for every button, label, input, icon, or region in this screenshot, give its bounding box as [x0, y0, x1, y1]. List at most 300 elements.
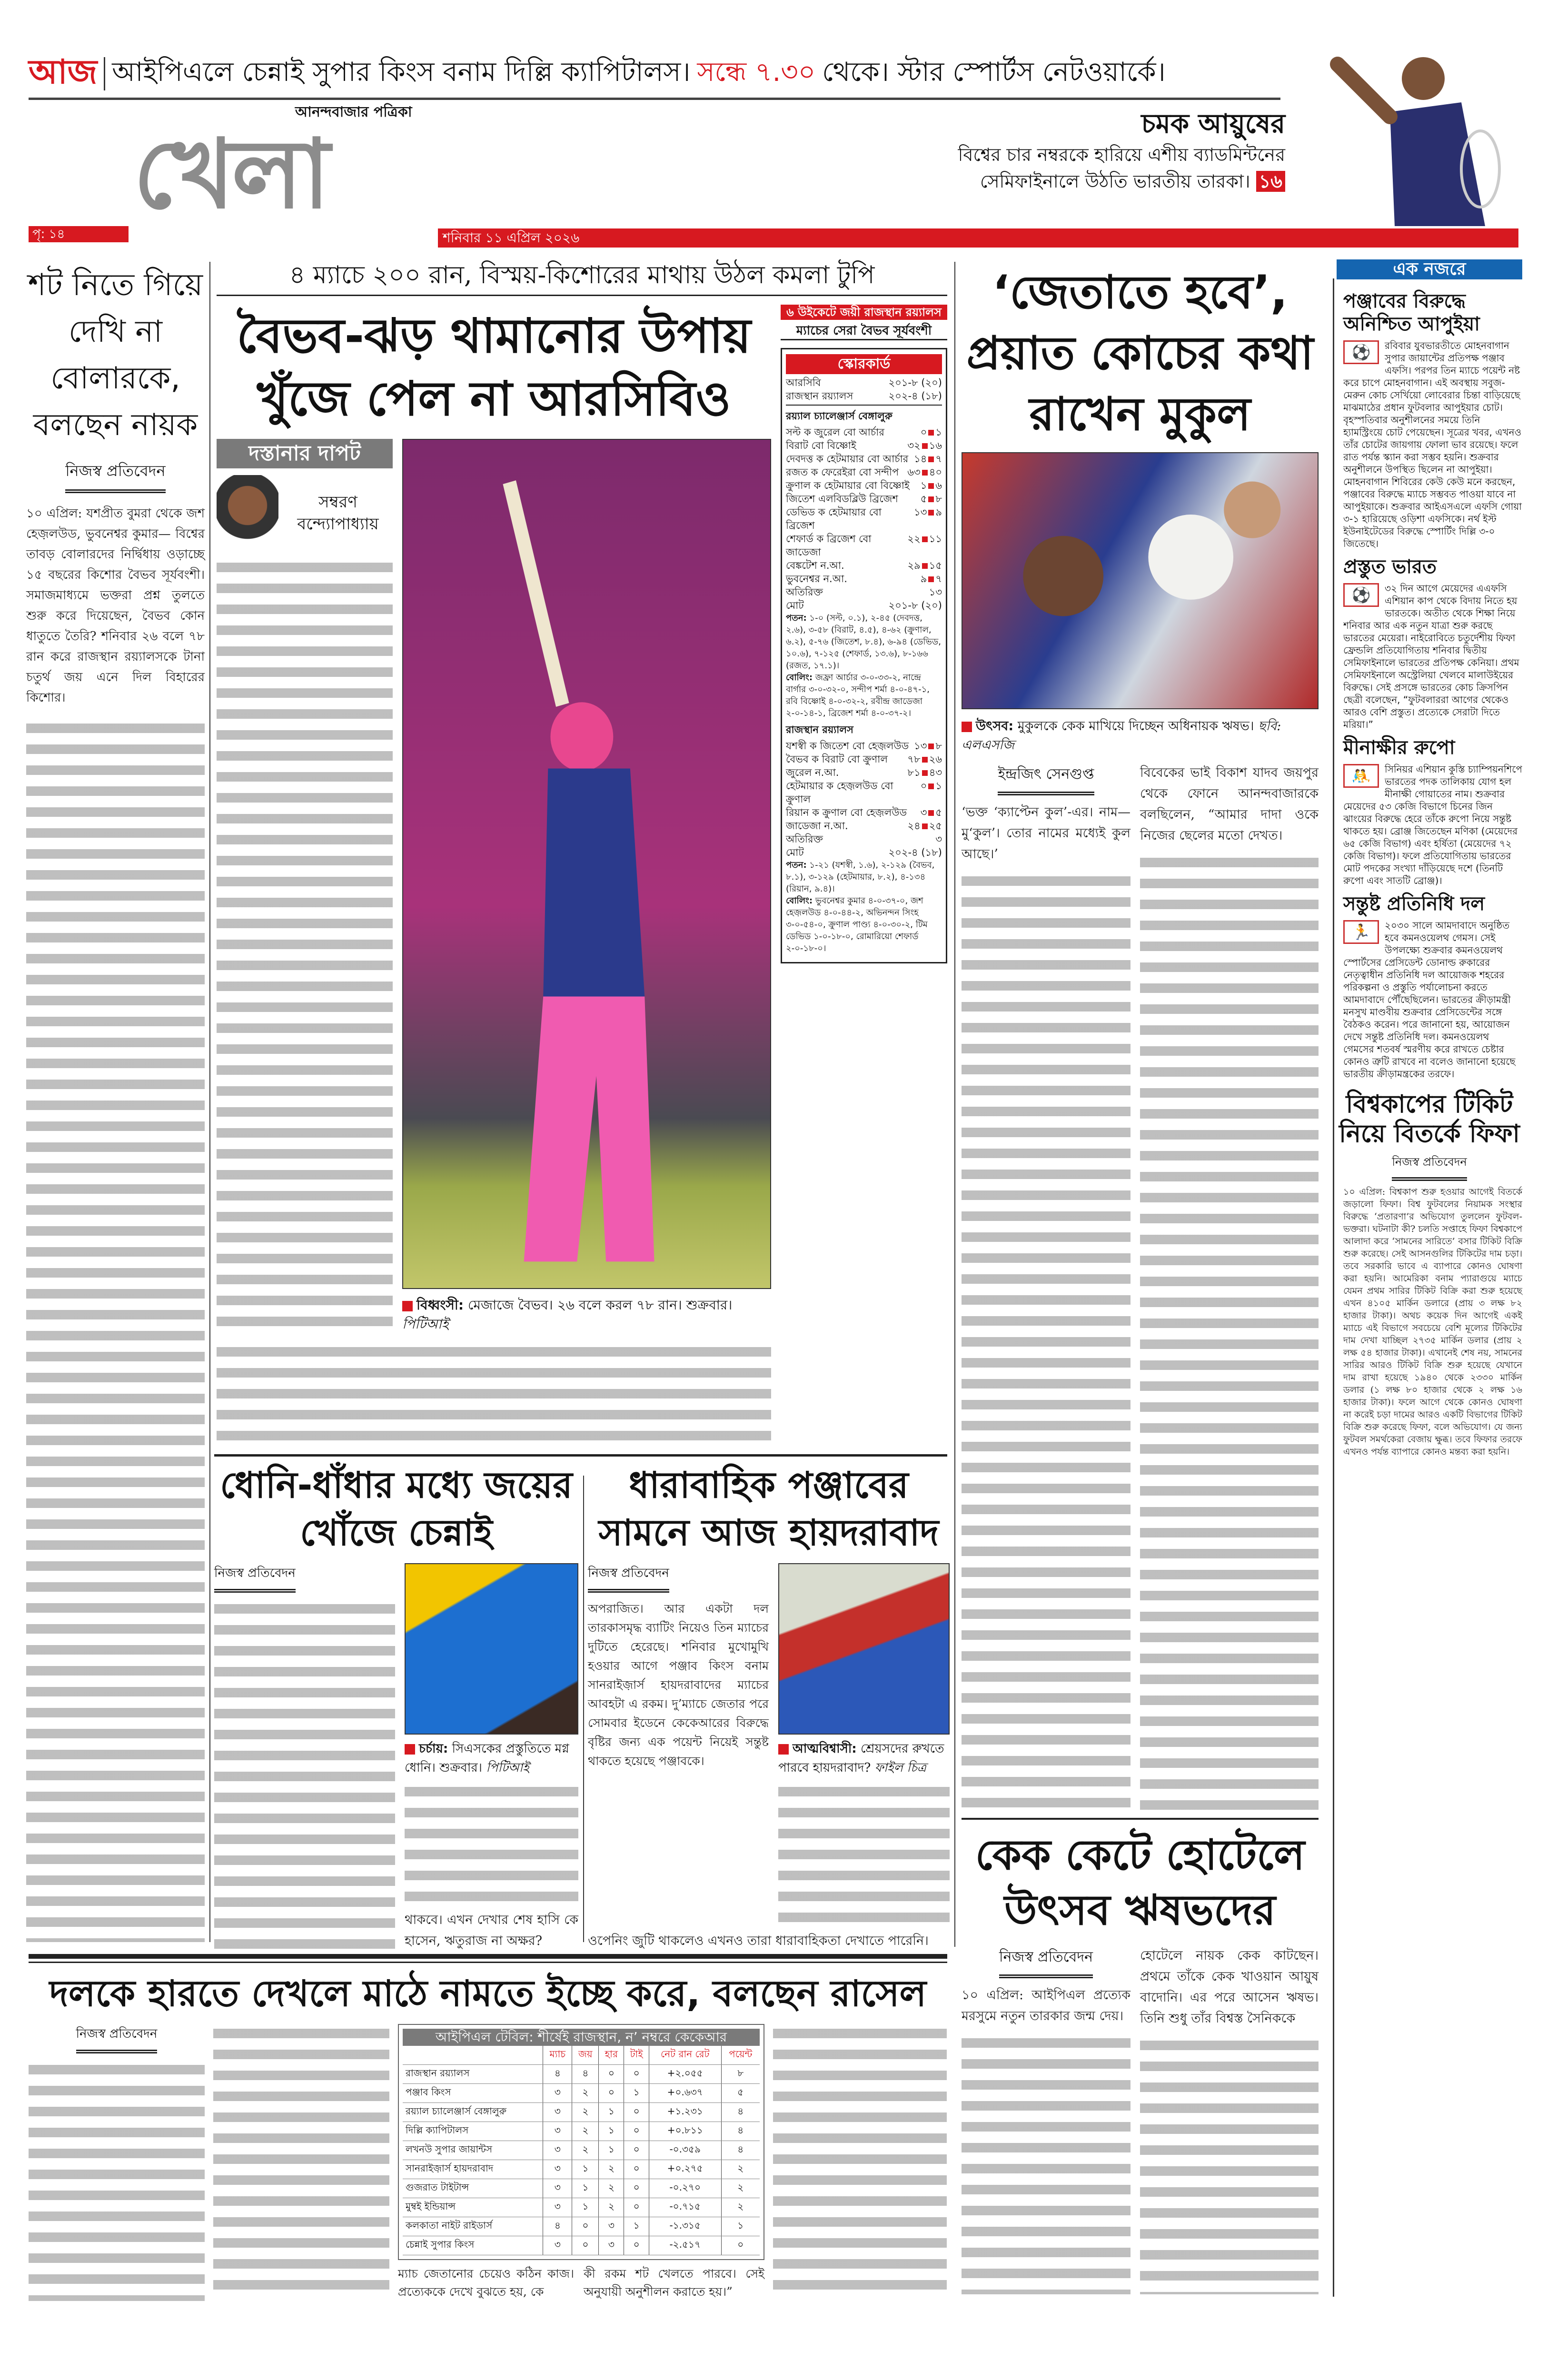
caption-credit: পিটিআই: [486, 1761, 529, 1775]
table-cell: ০: [721, 2236, 760, 2255]
balls: ১৬: [929, 440, 942, 451]
mukul-headline: ‘জেতাতে হবে’, প্রয়াত কোচের কথা রাখেন মুকুল: [966, 266, 1314, 441]
main-story-body: [217, 305, 947, 1447]
section-rule: [29, 1954, 947, 1959]
russell-snippet-1: ম্যাচ জেতানোর চেয়েও কঠিন কাজ। প্রত্যেককে দেখে বুঝতে হয়, কে: [398, 2267, 574, 2299]
divider: [1333, 278, 1334, 2297]
runs: ৩২: [907, 440, 921, 451]
table-cell: ৩: [599, 2236, 624, 2255]
batter-score: [921, 779, 942, 806]
table-cell: ২: [572, 2084, 599, 2103]
batting-row: [786, 806, 942, 819]
team-name: চেন্নাই সুপার কিংস: [403, 2236, 543, 2255]
table-header: নেট রান রেট: [649, 2046, 721, 2065]
batter-score: [921, 572, 942, 585]
table-cell: ১: [624, 2084, 649, 2103]
left-story: [26, 262, 205, 1942]
balls: ৬: [935, 480, 942, 491]
russell-snippets: [398, 2265, 764, 2301]
dhoni-photo: [405, 1563, 578, 1735]
batter-score: [921, 426, 942, 439]
separator-mark: [922, 757, 928, 763]
batting-row: [786, 492, 942, 506]
wrestling-icon: 🤼: [1343, 764, 1379, 788]
batter-dismissal: বৈভব ক বিরাট বো ক্রুণাল: [786, 754, 888, 765]
russell-body-text: [29, 2060, 205, 2301]
team-name: রাজস্থান রয়্যালস: [403, 2065, 543, 2084]
punjab-snippet: অপরাজিত। আর একটা দল তারকাসমৃদ্ধ ব্যাটিং নিয়েও তিন ম্যাচের দুটিতে হেরেছে। শনিবার মুখোমুখি হওয়ার আগে পঞ্জাব কিংস বনাম সানরাইজ়ার্স হায়দরাবাদের ম্যাচের আবহটা এ রকম। দু’ম্যাচে জেতার পরে সোমবার ইডেনে কেকেআরের বিরুদ্ধে বৃষ্টির জন্য এক পয়েন্ট নিয়েই সন্তুষ্ট থাকতে হয়েছে পঞ্জাবকে।: [588, 1602, 769, 1768]
main-photo-column: [402, 439, 771, 1334]
batter-score: [907, 439, 942, 452]
innings-team: রয়্যাল চ্যালেঞ্জার্স বেঙ্গালুরু: [786, 410, 892, 422]
table-cell: ১: [599, 2141, 624, 2160]
runs: ২৯: [907, 560, 921, 571]
balls: ৫: [935, 807, 942, 818]
right-column: [1337, 259, 1522, 1458]
mukul-snippet-2: বিবেকের ভাই বিকাশ যাদব জয়পুর থেকে ফোনে আনন্দবাজারকে বলছিলেন, “আমার দাদা ওকে নিজের ছেলের মতো দেখত।: [1140, 765, 1319, 843]
batting-row: [786, 779, 942, 806]
main-headline: বৈভব-ঝড় থামানোর উপায় খুঁজে পেল না আরসিবিও: [237, 308, 751, 426]
fow-label: পতন:: [786, 860, 807, 870]
russell-body-text-3: [773, 2024, 947, 2301]
table-cell: -১.৩১৫: [649, 2217, 721, 2236]
table-cell: ২: [721, 2179, 760, 2198]
total-value: ২০২-৪ (১৮): [888, 847, 942, 858]
total-label: মোট: [786, 600, 804, 611]
russell-col-4: [773, 2024, 947, 2301]
separator-mark: [922, 823, 928, 829]
table-cell: ৩: [543, 2160, 572, 2179]
bowling-label: বোলিং:: [786, 896, 813, 906]
batter-dismissal: জুরেল ন.আ.: [786, 767, 839, 778]
table-cell: ২: [721, 2198, 760, 2217]
extras-value: ৩: [935, 833, 942, 845]
runs: ১: [920, 480, 927, 491]
table-row: [403, 2198, 760, 2217]
caption-credit: পিটিআই: [402, 1316, 449, 1332]
mukul-snippet-1: ‘ভক্ত ‘ক্যাপ্টেন কুল’-এর। নাম— মু‘কুল’। তোর নামের মধ্যেই কুল আছে।’: [962, 805, 1130, 862]
fow-text: ১-০ (সল্ট, ০.১), ২-৪৫ (দেবদত্ত, ২.৬), ৩-৫৮ (বিরাট, ৪.৫), ৪-৬২ (ক্রুণাল, ৬.২), ৫-৭৬ (জিতেশ, ৮.৪), ৬-৯৪ (ডেভিড, ১০.৬), ৭-১২৫ (শেফার্ড, ১৩.৬), ৮-১৬৬ (রজত, ১৭.১)।: [786, 613, 941, 671]
table-cell: ০: [599, 2065, 624, 2084]
banner-text-2: থেকে। স্টার স্পোর্টস নেটওয়ার্কে।: [822, 57, 1166, 88]
brief-headline: সন্তুষ্ট প্রতিনিধি দল: [1343, 893, 1485, 915]
batting-row: [786, 479, 942, 492]
columnist-name: সম্বরণ বন্দ্যোপাধ্যায়: [297, 493, 379, 534]
publisher-name: আনন্দবাজার পত্রিকা: [295, 104, 412, 120]
batter-score: [921, 492, 942, 506]
brief-headline: মীনাক্ষীর রুপো: [1343, 737, 1455, 759]
batter-score: [921, 806, 942, 819]
total-value: ২০১-৮ (২০): [888, 600, 942, 611]
ek-nojore-header: এক নজরে: [1337, 259, 1522, 279]
total-row: [786, 599, 942, 612]
team-name: আরসিবি: [786, 377, 821, 388]
caption-marker: [402, 1301, 413, 1311]
dhoni-photo-col: [405, 1563, 578, 1952]
caption-credit: ছবি: এলএসজি: [962, 719, 1281, 753]
table-row: [403, 2217, 760, 2236]
runs: ৮১: [907, 767, 921, 778]
runs: ২২: [907, 533, 921, 545]
runs: ০: [920, 426, 927, 438]
banner-time: সন্ধে ৭.৩০: [697, 57, 816, 88]
runs: ৫: [920, 493, 927, 505]
table-cell: ৪: [721, 2122, 760, 2141]
mukul-byline: ইন্দ্রজিৎ সেনগুপ্ত: [998, 763, 1094, 795]
table-cell: ২: [599, 2198, 624, 2217]
section-rule: [214, 1454, 947, 1457]
divider: [583, 1476, 584, 1942]
table-cell: +০.২৭৫: [649, 2160, 721, 2179]
table-cell: ৪: [543, 2065, 572, 2084]
table-row: [403, 2236, 760, 2255]
balls: ৪৩: [929, 767, 942, 778]
teaser-title: চমক আয়ুষের: [1141, 109, 1285, 139]
ipl-points-table: [398, 2024, 764, 2260]
points-table: [403, 2046, 760, 2255]
batter-score: [921, 479, 942, 492]
batting-row: [786, 452, 942, 466]
page-number: পৃ: ১৪: [32, 227, 65, 241]
extras-label: অতিরিক্ত: [786, 586, 823, 598]
russell-snippet-2: কী রকম শট খেলতে পারবে। সেই অনুযায়ী অনুশীলন করাতে হয়।”: [584, 2267, 764, 2299]
caption-label: চর্চায়:: [419, 1742, 448, 1756]
scorecard-innings: [786, 409, 942, 954]
caption-label: বিধ্বংসী:: [416, 1297, 464, 1313]
caption-text: মেজাজে বৈভব। ২৬ বলে করল ৭৮ রান। শুক্রবার।: [468, 1297, 733, 1313]
punjab-byline: নিজস্ব প্রতিবেদন: [588, 1563, 669, 1593]
dhoni-text-col: [214, 1563, 395, 1952]
table-cell: ৫: [721, 2084, 760, 2103]
brief-item: [1343, 763, 1522, 887]
dhoni-caption: [405, 1739, 578, 1777]
punjab-text-col: [588, 1563, 769, 1924]
table-cell: ৪: [543, 2217, 572, 2236]
dhoni-snippet: থাকবে। এখন দেখার শেষ হাসি কে হাসেন, ঋতুরাজ না অক্ষর?: [405, 1913, 578, 1948]
cake-headline: কেক কেটে হোটেলে উৎসব ঋষভদের: [975, 1830, 1305, 1934]
table-cell: +০.৬৩৭: [649, 2084, 721, 2103]
runs: ১৩: [914, 506, 927, 518]
separator-mark: [928, 783, 934, 789]
mukul-text-col-2: [1140, 763, 1319, 1810]
cake-text-col-2: [1140, 1945, 1319, 2295]
russell-columns: [29, 2024, 947, 2301]
table-cell: ১: [599, 2122, 624, 2141]
batting-row: [786, 819, 942, 833]
batter-dismissal: রিয়ান ক ক্রুণাল বো হেজ়লউড: [786, 807, 907, 818]
table-cell: -০.৭১৫: [649, 2198, 721, 2217]
balls: ৮: [935, 493, 942, 505]
batter-dismissal: সল্ট ক জুরেল বো আর্চার: [786, 426, 884, 438]
main-story-body-text: [217, 558, 393, 1334]
table-cell: ৩: [543, 2141, 572, 2160]
table-cell: ০: [624, 2160, 649, 2179]
table-cell: ২: [721, 2160, 760, 2179]
mukul-body-text-2: [1140, 853, 1319, 1810]
main-story-body-text-2: [217, 1342, 771, 1447]
left-story-headline: শট নিতে গিয়ে দেখি না বোলারকে, বলছেন নায়ক: [28, 268, 203, 443]
dhoni-byline: নিজস্ব প্রতিবেদন: [214, 1563, 296, 1593]
player-of-match: ম্যাচের সেরা বৈভব সূর্যবংশী: [781, 323, 947, 340]
table-cell: ০: [624, 2236, 649, 2255]
football-icon: ⚽: [1343, 583, 1379, 607]
left-story-byline: নিজস্ব প্রতিবেদন: [65, 459, 165, 493]
banner-text: আইপিএলে চেন্নাই সুপার কিংস বনাম দিল্লি ক্যাপিটালস।: [112, 57, 691, 88]
caption-label: আত্মবিশ্বাসী:: [793, 1742, 857, 1756]
batter-dismissal: ভুবনেশ্বর ন.আ.: [786, 573, 847, 585]
cake-snippet-1: ১০ এপ্রিল: আইপিএল প্রত্যেক মরসুমে নতুন তারকার জন্ম দেয়।: [962, 1987, 1130, 2023]
dhoni-headline: ধোনি-ধাঁধার মধ্যে জয়ের খোঁজে চেন্নাই: [220, 1464, 573, 1554]
table-cell: ৩: [599, 2217, 624, 2236]
divider: [954, 262, 955, 1947]
mukul-caption: [962, 717, 1319, 755]
balls: ৮: [935, 740, 942, 752]
extras-value: ১৩: [929, 586, 942, 598]
batter-dismissal: যশস্বী ক জিতেশ বো হেজ়লউড: [786, 740, 909, 752]
batter-score: [907, 819, 942, 833]
batting-row: [786, 426, 942, 439]
teaser[interactable]: [809, 107, 1285, 195]
batter-score: [914, 452, 942, 466]
batting-row: [786, 559, 942, 572]
balls: ৪০: [929, 466, 942, 478]
caption-marker: [405, 1744, 415, 1755]
table-cell: ২: [572, 2141, 599, 2160]
table-header: ম্যাচ: [543, 2046, 572, 2065]
running-icon: 🏃: [1343, 920, 1379, 944]
table-cell: ২: [572, 2122, 599, 2141]
teaser-line-1: বিশ্বের চার নম্বরকে হারিয়ে এশীয় ব্যাডমিন্টনের: [958, 144, 1285, 165]
batter-score: [907, 766, 942, 779]
fifa-headline: বিশ্বকাপের টিকিট নিয়ে বিতর্কে ফিফা: [1339, 1090, 1520, 1148]
balls: ১: [935, 426, 942, 438]
table-row: [403, 2179, 760, 2198]
russell-col-2: [213, 2024, 389, 2301]
table-header: হার: [599, 2046, 624, 2065]
punjab-headline: ধারাবাহিক পঞ্জাবের সামনে আজ হায়দরাবাদ: [598, 1464, 939, 1554]
russell-headline: দলকে হারতে দেখলে মাঠে নামতে ইচ্ছে করে, বলছেন রাসেল: [49, 1972, 927, 2014]
table-cell: ৩: [543, 2122, 572, 2141]
table-header-team: [403, 2046, 543, 2065]
scorecard-summary: [786, 374, 942, 406]
brief-text: ৩২ দিন আগে মেয়েদের এএফসি এশিয়ান কাপ থেকে বিদায় নিতে হয় ভারতকে। অতীত থেকে শিক্ষা নিয়ে শনিবার আর এক নতুন যাত্রা শুরু করছে ভারতের মেয়েরা। নাইরোবিতে চতুর্দেশীয় ফিফা ফ্রেন্ডলি প্রতিযোগিতায় শনিবার দ্বিতীয় সেমিফাইনালে ভারতের প্রতিপক্ষ কেনিয়া। প্রথম সেমিফাইনালে অস্ট্রেলিয়া খেলবে মালাউইয়ের বিরুদ্ধে। সেই প্রসঙ্গে ভারতের কোচ ক্রিসপিন ছেত্রী বলেছেন, “ফুটবলাররা আগের থেকেও আরও বেশি প্রস্তুত। প্রত্যেকে সেরাটা দিতে মরিয়া।”: [1343, 583, 1519, 730]
fow-label: পতন:: [786, 613, 807, 623]
dhoni-columns: [214, 1563, 578, 1952]
batter-dismissal: জাডেজা ন.আ.: [786, 820, 848, 832]
section-rule: [29, 1962, 947, 1963]
fall-of-wickets: [786, 612, 942, 672]
batter-dismissal: বিরাট বো বিষ্ণোই: [786, 440, 856, 451]
columnist: [217, 475, 393, 551]
caption-marker: [962, 722, 972, 732]
separator-mark: [928, 576, 934, 582]
batter-dismissal: জিতেশ এলবিডব্লিউ ব্রিজেশ: [786, 493, 898, 505]
table-row: [403, 2065, 760, 2084]
separator-mark: [922, 770, 928, 776]
team-name: লখনউ সুপার জায়ান্টস: [403, 2141, 543, 2160]
table-row: [403, 2084, 760, 2103]
bowling-label: বোলিং:: [786, 673, 813, 683]
separator-mark: [922, 536, 928, 542]
table-row: [403, 2122, 760, 2141]
separator-mark: [928, 810, 934, 816]
banner-separator: [104, 57, 105, 90]
batter-dismissal: বেঙ্কটেশ ন.আ.: [786, 560, 844, 571]
table-row: [403, 2160, 760, 2179]
team-name: গুজরাত টাইটান্স: [403, 2179, 543, 2198]
table-cell: ০: [572, 2217, 599, 2236]
team-name: মুম্বই ইন্ডিয়ান্স: [403, 2198, 543, 2217]
balls: ২৫: [929, 820, 942, 832]
batting-row: [786, 753, 942, 766]
bowling-text: জফ্রা আর্চার ৩-০-৩৩-২, নান্দ্রে বার্গার ৩-০-৩২-০, সন্দীপ শর্মা ৪-০-৪৭-১, রবি বিষ্ণোই ৪-০-৩২-২, রবীন্দ্র জাডেজা ২-০-১৪-১, ব্রিজেশ শর্মা ৪-০-৩৭-২।: [786, 673, 930, 718]
main-story-left: [217, 305, 771, 1447]
table-cell: ২: [572, 2103, 599, 2122]
batter-score: [907, 753, 942, 766]
table-header: জয়: [572, 2046, 599, 2065]
mukul-text-col-1: [962, 763, 1130, 1810]
runs: ৩: [920, 807, 927, 818]
team-name: সানরাইজ়ার্স হায়দরাবাদ: [403, 2160, 543, 2179]
table-cell: ২: [599, 2179, 624, 2198]
table-cell: ০: [624, 2122, 649, 2141]
batting-row: [786, 766, 942, 779]
separator-mark: [922, 470, 928, 476]
table-cell: ৩: [543, 2236, 572, 2255]
separator-mark: [928, 430, 934, 436]
team-name: রাজস্থান রয়্যালস: [786, 390, 853, 402]
caption-label: উৎসব:: [976, 719, 1014, 734]
scorecard-summary-row: [786, 389, 942, 403]
separator-mark: [928, 483, 934, 489]
cake-body-text-2: [1140, 2036, 1319, 2295]
table-header-row: [403, 2046, 760, 2065]
table-cell: ১: [572, 2198, 599, 2217]
table-cell: ০: [572, 2236, 599, 2255]
table-header: পয়েন্ট: [721, 2046, 760, 2065]
teaser-line-2-wrap: [809, 168, 1285, 195]
batting-row: [786, 439, 942, 452]
ipl-table-title: আইপিএল টেবিল: শীর্ষেই রাজস্থান, ন’ নম্বরে কেকেআর: [403, 2029, 760, 2046]
table-cell: ১: [721, 2217, 760, 2236]
balls: ২৬: [929, 754, 942, 765]
table-cell: -০.২৭০: [649, 2179, 721, 2198]
runs: ১৩: [914, 740, 927, 752]
fifa-text: ১০ এপ্রিল: বিশ্বকাপ শুরু হওয়ার আগেই বিতর্কে জড়ালো ফিফা। বিশ্ব ফুটবলের নিয়ামক সংস্থার বিরুদ্ধে ‘প্রতারণা’র অভিযোগ তুললেন ফুটবল-ভক্তরা। ঘটনাটা কী? চলতি সপ্তাহে ফিফা বিশ্বকাপে আলাদা করে ‘সামনের সারিতে’ বসার টিকিট বিক্রি শুরু করেছে। সেই আসনগুলির টিকিটের দাম চড়া। তবে সরকারি ভাবে এ ব্যাপারে কোনও ঘোষণা করা হয়নি। আমেরিকা বনাম প্যারাগুয়ে ম্যাচে যেমন প্রথম সারির টিকিট বিক্রি করা শুরু হয়েছে এখন ৪১০৫ মার্কিন ডলারে (প্রায় ৩ লক্ষ ৮২ হাজার টাকা)। অথচ কয়েক দিন আগেই একই ম্যাচে এই বিভাগে সবচেয়ে বেশি মূল্যের টিকিটের দাম দেখা যাচ্ছিল ২৭৩৫ মার্কিন ডলার (প্রায় ২ লক্ষ ৫৪ হাজার টাকা)। এখানেই শেষ নয়, সামনের সারির আরও টিকিট বিক্রি শুরু হয়েছে যেখানে দাম রাখা হয়েছে ১৯৪০ থেকে ২৩৩০ মার্কিন ডলার (১ লক্ষ ৮০ হাজার থেকে ২ লক্ষ ১৬ হাজার টাকা)। ফলে আগে থেকে কোনও ঘোষণা না করেই চড়া দামের আরও একটি বিভাগের টিকিট বিক্রি শুরু করেছে ফিফা, বলে অভিযোগ। যে জন্য ফুটবল সমর্থকেরা বেজায় ক্ষুব্ধ। তবে ফিফার তরফে এখনও পর্যন্ত ব্যাপারে কোনও মন্তব্য করা হয়নি।: [1343, 1187, 1522, 1457]
table-row: [403, 2141, 760, 2160]
caption-text: সিএসকের প্রস্তুতিতে মগ্ন ধোনি। শুক্রবার।: [405, 1742, 569, 1775]
separator-mark: [922, 563, 928, 569]
caption-marker: [778, 1744, 789, 1755]
table-cell: ১: [624, 2217, 649, 2236]
table-header: টাই: [624, 2046, 649, 2065]
table-cell: +২.০৫৫: [649, 2065, 721, 2084]
balls: ১৫: [929, 560, 942, 571]
teaser-page: ১৬: [1256, 171, 1285, 192]
table-cell: ৪: [572, 2065, 599, 2084]
divider: [209, 262, 210, 1942]
table-cell: ০: [624, 2198, 649, 2217]
table-cell: ০: [599, 2084, 624, 2103]
brief-item: [1343, 582, 1522, 731]
punjab-columns: [588, 1563, 950, 1924]
page-number-bar: [29, 226, 129, 242]
table-cell: ০: [624, 2065, 649, 2084]
team-score: ২০২-৪ (১৮): [888, 390, 942, 402]
main-photo-caption: [402, 1296, 771, 1334]
russell-byline: নিজস্ব প্রতিবেদন: [76, 2024, 158, 2053]
brief-item: [1343, 919, 1522, 1080]
runs: ৭৮: [907, 754, 921, 765]
team-name: দিল্লি ক্যাপিটালস: [403, 2122, 543, 2141]
batter-score: [907, 466, 942, 479]
innings-team: রাজস্থান রয়্যালস: [786, 724, 853, 735]
main-story-text-column: [217, 439, 393, 1334]
separator-mark: [928, 496, 934, 502]
column-label: দস্তানার দাপট: [217, 439, 393, 468]
batting-row: [786, 532, 942, 559]
caption-text: শ্রেয়সদের রুখতে পারবে হায়দরাবাদ?: [778, 1742, 944, 1775]
banner-rule: [29, 98, 1280, 100]
table-cell: ৩: [543, 2179, 572, 2198]
team-name: কলকাতা নাইট রাইডার্স: [403, 2217, 543, 2236]
date: শনিবার ১১ এপ্রিল ২০২৬: [443, 230, 580, 246]
table-cell: ০: [624, 2141, 649, 2160]
table-cell: ১: [599, 2103, 624, 2122]
balls: ৭: [935, 573, 942, 585]
runs: ৯: [920, 573, 927, 585]
cake-snippet-2: হোটেলে নায়ক কেক কাটছেন। প্রথমে তাঁকে কেক খাওয়ান আয়ুষ বাদোনি। এর পরে আসেন ঋষভ। তিনি শুধু তাঁর বিশ্বস্ত সৈনিককে: [1140, 1948, 1319, 2026]
balls: ৯: [935, 506, 942, 518]
brief-item: [1343, 339, 1522, 550]
caption-text: মুকুলকে কেক মাখিয়ে দিচ্ছেন অধিনায়ক ঋষভ।: [1017, 719, 1254, 734]
table-cell: ৩: [543, 2198, 572, 2217]
table-cell: ০: [624, 2103, 649, 2122]
separator-mark: [922, 443, 928, 449]
main-kicker: ৪ ম্যাচে ২০০ রান, বিস্ময়-কিশোরের মাথায় উঠল কমলা টুপি: [217, 259, 947, 296]
batting-row: [786, 506, 942, 532]
table-cell: +১.২৩১: [649, 2103, 721, 2122]
russell-story: [29, 1954, 947, 2301]
mukul-text-columns: [962, 763, 1319, 1810]
brief-text: রবিবার যুবভারতীতে মোহনবাগান সুপার জায়ান্টের প্রতিপক্ষ পঞ্জাব এফসি। পরপর তিন ম্যাচে পয়েন্ট নষ্ট করে চাপে মোহনবাগান। এই অবস্থায় সবুজ-মেরুন কোচ সের্খিয়ো লোবেরার চিন্তা বাড়িয়েছে মাঝমাঠের প্রধান ফুটবলার আপুইয়ার চোট। বৃহস্পতিবার অনুশীলনের সময়ে তিনি হ্যামস্ট্রিংয়ে চোট পেয়েছেন। সূত্রের খবর, এখনও তাঁর চোটের জায়গায় ফোলা ভাব রয়েছে। ফলে রাত পর্যন্ত স্ক্যান করা সম্ভব হয়নি। শুক্রবার অনুশীলনে উপস্থিত ছিলেন না আপুইয়া। মোহনবাগান শিবিরের কেউ কেউ মনে করছেন, পঞ্জাবের বিরুদ্ধে ম্যাচে সম্ভবত পাওয়া যাবে না আপুইয়াকে। শুক্রবার আইএসএলে এফসি গোয়া ৩-১ হারিয়েছে ওড়িশা এফসিকে। নর্থ ইস্ট ইউনাইটেডের বিরুদ্ধে স্পোর্টিং দিল্লি ৩-০ জিতেছে।: [1343, 340, 1522, 549]
table-cell: -২.৫১৭: [649, 2236, 721, 2255]
balls: ৭: [935, 453, 942, 465]
top-banner: [29, 52, 1285, 95]
batter-dismissal: শেফার্ড ক ব্রিজেশ বো জাডেজা: [786, 533, 872, 558]
table-cell: ৮: [721, 2065, 760, 2084]
shreyas-photo: [778, 1563, 950, 1735]
batter-dismissal: দেবদত্ত ক হেটমায়ার বো আর্চার: [786, 453, 909, 465]
table-cell: ২: [599, 2160, 624, 2179]
team-name: রয়্যাল চ্যালেঞ্জার্স বেঙ্গালুরু: [403, 2103, 543, 2122]
extras-row: [786, 833, 942, 846]
runs: ৬৩: [907, 466, 921, 478]
table-cell: -০.৩৫৯: [649, 2141, 721, 2160]
banner-aaj: আজ: [29, 52, 98, 91]
mukul-cake-column: [962, 262, 1319, 2294]
punjab-story: [588, 1461, 950, 1952]
punjab-caption: [778, 1739, 950, 1777]
dhoni-story: [214, 1461, 578, 1952]
vaibhav-photo: [402, 439, 771, 1289]
scorecard-summary-row: [786, 376, 942, 389]
fall-of-wickets: [786, 859, 942, 895]
punjab-photo-col: [778, 1563, 950, 1924]
extras-label: অতিরিক্ত: [786, 833, 823, 845]
runs: ০: [920, 780, 927, 792]
section-rule: [962, 1818, 1319, 1820]
